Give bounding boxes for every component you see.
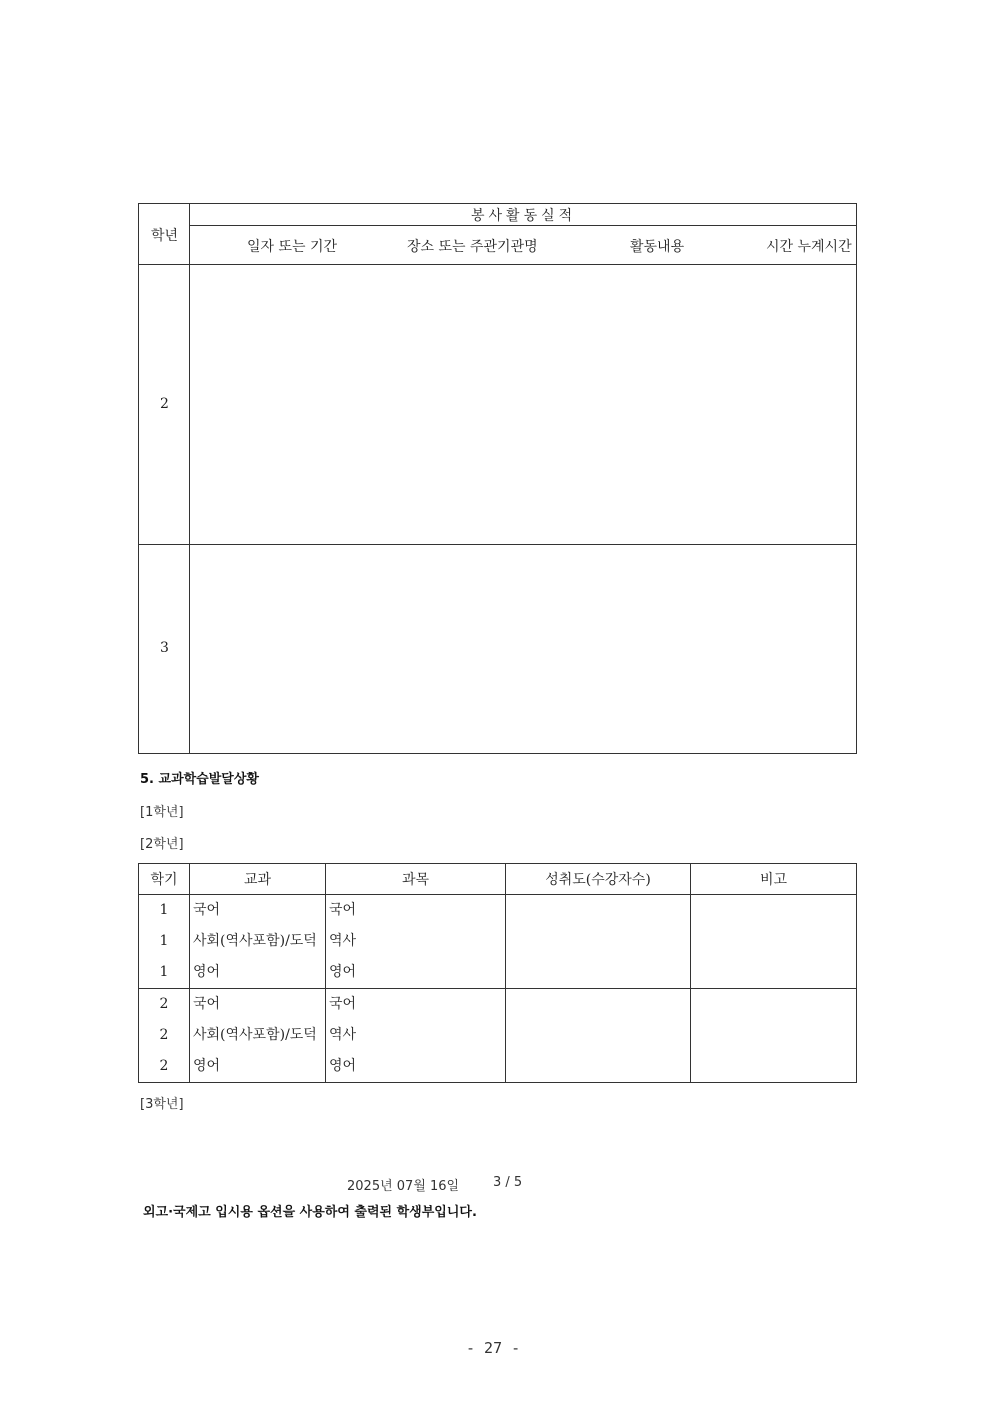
table-divider <box>139 544 856 545</box>
column-header-place: 장소 또는 주관기관명 <box>407 239 538 255</box>
table-divider <box>189 204 190 753</box>
remarks-cell <box>691 989 857 1083</box>
subject-area-cell <box>190 989 326 1083</box>
header-remarks: 비고 <box>691 864 857 895</box>
remarks-cell <box>691 895 857 989</box>
table-row <box>139 989 857 1083</box>
semester-value: 1 <box>159 964 169 980</box>
year1-label: [1학년] <box>140 805 184 820</box>
table-divider <box>189 225 856 226</box>
course-value: 국어 <box>329 902 357 918</box>
header-subject-area: 교과 <box>190 864 326 895</box>
table-row <box>139 895 857 989</box>
year3-label: [3학년] <box>140 1097 184 1112</box>
semester-value: 2 <box>159 996 169 1012</box>
volunteer-table-title: 봉사활동실적 <box>471 208 577 224</box>
semester-value: 1 <box>159 933 169 949</box>
grades-table <box>138 863 857 1083</box>
course-value: 영어 <box>329 1058 357 1074</box>
column-header-activity: 활동내용 <box>630 239 685 255</box>
course-cell <box>326 989 506 1083</box>
course-cell <box>326 895 506 989</box>
table-header-row <box>139 864 857 895</box>
page-count: 3 / 5 <box>493 1175 523 1190</box>
table-divider <box>139 264 856 265</box>
row-grade-2: 2 <box>160 396 169 412</box>
grade-header: 학년 <box>151 228 179 244</box>
year2-label: [2학년] <box>140 837 184 852</box>
page-number: - 27 - <box>466 1339 521 1357</box>
semester-value: 2 <box>159 1058 169 1074</box>
volunteer-activity-table <box>138 203 857 754</box>
course-value: 국어 <box>329 996 357 1012</box>
semester-value: 1 <box>159 902 169 918</box>
subject-area-value: 사회(역사포함)/도덕 <box>193 933 317 949</box>
header-semester: 학기 <box>139 864 190 895</box>
course-value: 역사 <box>329 933 357 949</box>
section-heading: 5. 교과학습발달상황 <box>140 772 259 787</box>
column-header-hours: 시간 누계시간 <box>766 239 852 255</box>
subject-area-value: 영어 <box>193 1058 221 1074</box>
print-option-note: 외고·국제고 입시용 옵션을 사용하여 출력된 학생부입니다. <box>143 1205 477 1220</box>
achievement-cell <box>506 895 691 989</box>
subject-area-value: 국어 <box>193 996 221 1012</box>
semester-cell <box>139 989 190 1083</box>
subject-area-value: 국어 <box>193 902 221 918</box>
print-date: 2025년 07월 16일 <box>347 1179 460 1194</box>
subject-area-value: 영어 <box>193 964 221 980</box>
subject-area-cell <box>190 895 326 989</box>
achievement-cell <box>506 989 691 1083</box>
semester-value: 2 <box>159 1027 169 1043</box>
column-header-date: 일자 또는 기간 <box>247 239 338 255</box>
semester-cell <box>139 895 190 989</box>
row-grade-3: 3 <box>160 640 169 656</box>
header-achievement: 성취도(수강자수) <box>506 864 691 895</box>
subject-area-value: 사회(역사포함)/도덕 <box>193 1027 317 1043</box>
header-course: 과목 <box>326 864 506 895</box>
course-value: 역사 <box>329 1027 357 1043</box>
course-value: 영어 <box>329 964 357 980</box>
